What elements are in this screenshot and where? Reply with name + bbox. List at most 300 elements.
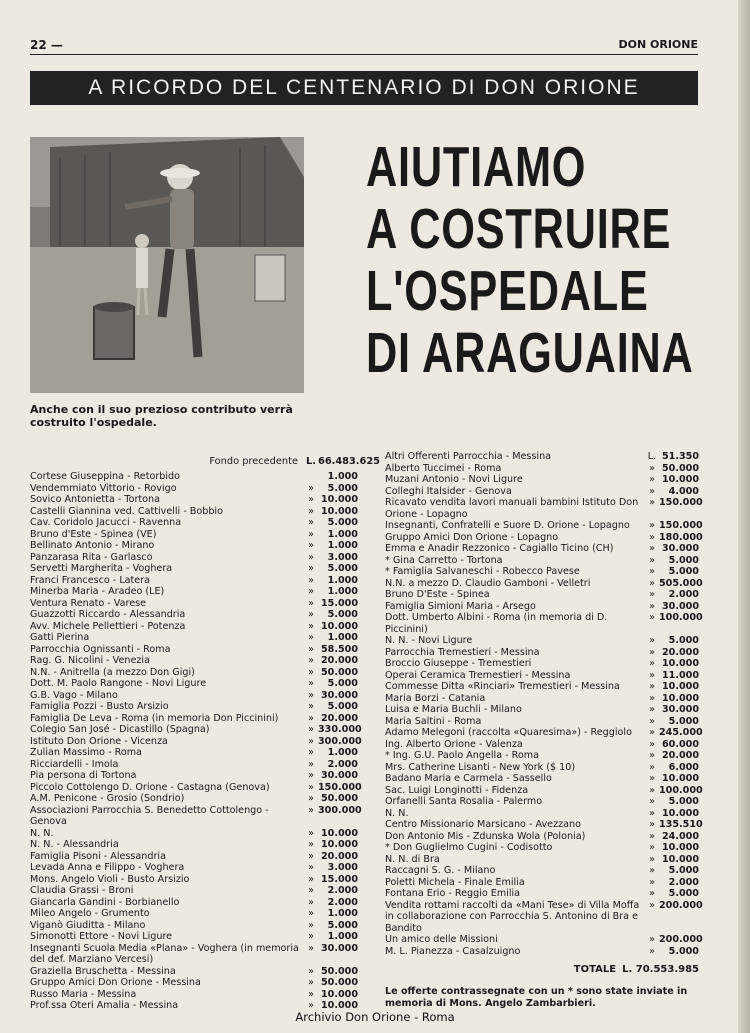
currency-mark: » [308, 632, 314, 643]
donation-row [30, 874, 358, 886]
donor-name: Gruppo Amici Don Orione - Messina [30, 977, 201, 988]
currency-mark: » [649, 658, 655, 669]
donation-row [385, 819, 703, 831]
donor-name: Parrocchia Tremestieri - Messina [385, 646, 540, 658]
donation-row [30, 828, 358, 840]
donor-name: Cortese Giuseppina - Retorbido [30, 471, 181, 482]
donation-amount: 50.000 [320, 793, 358, 804]
donation-amount: 4.000 [668, 485, 699, 497]
currency-mark: » [649, 646, 655, 658]
donation-amount: 10.000 [661, 807, 699, 819]
donation-row [385, 877, 699, 889]
donor-name: Maria Borzi - Catania [385, 692, 486, 704]
donation-amount: 1.000 [327, 528, 358, 540]
donation-amount: 50.000 [661, 462, 699, 474]
currency-mark: » [308, 942, 314, 954]
donation-row [385, 773, 699, 785]
donation-row [30, 793, 358, 805]
currency-mark: » [308, 885, 314, 896]
currency-mark: » [308, 482, 314, 494]
donation-amount: 245.000 [659, 727, 703, 738]
currency-mark: » [649, 784, 655, 796]
currency-mark: » [649, 738, 655, 750]
donor-name: Viganò Giuditta - Milano [30, 919, 146, 931]
donor-name: Mileo Angelo - Grumento [30, 908, 150, 919]
donation-amount: 10.000 [320, 620, 358, 632]
donor-name: Istituto Don Orione - Vicenza [30, 735, 168, 747]
currency-mark: L. [647, 451, 657, 462]
donation-row [30, 621, 358, 633]
donation-amount: 2.000 [327, 896, 358, 908]
donor-name: N.N. a mezzo D. Claudio Gamboni - Velletri [385, 577, 591, 589]
currency-mark: » [308, 862, 314, 873]
donation-amount: 1.000 [327, 574, 358, 586]
donation-row [385, 739, 699, 751]
currency-mark: » [649, 876, 655, 888]
donation-amount: 5.000 [327, 609, 358, 620]
headline-line-1: AIUTIAMO [366, 135, 587, 199]
donor-name: Gatti Pierina [30, 632, 90, 643]
donation-amount: 5.000 [668, 888, 699, 899]
donor-name: Broccio Giuseppe - Tremestieri [385, 658, 532, 669]
donor-name: Maria Saltini - Roma [385, 715, 482, 727]
donor-name: Bruno D'Este - Spinea [385, 589, 490, 600]
donation-amount: 10.000 [320, 827, 358, 839]
currency-mark: » [649, 842, 655, 853]
currency-mark: » [649, 819, 655, 830]
donation-row [30, 494, 358, 506]
donation-amount: 5.000 [668, 945, 699, 957]
currency-mark: » [649, 485, 655, 497]
donor-name: Giancarla Gandini - Borbianello [30, 896, 180, 908]
donation-row [385, 946, 699, 958]
total-label: TOTALE [573, 964, 617, 975]
donor-name: * Gina Carretto - Tortona [385, 554, 503, 566]
donation-amount: 3.000 [327, 862, 358, 873]
donor-name: Adamo Melegoni (raccolta «Quaresima») - Reggiolo [385, 727, 632, 738]
donation-amount: 20.000 [661, 646, 699, 658]
donation-amount: 11.000 [661, 669, 699, 681]
currency-mark: » [308, 712, 314, 724]
donation-amount: 10.000 [661, 692, 699, 704]
donation-row [30, 885, 358, 897]
donor-name: Insegnanti, Confratelli e Suore D. Orione - Lopagno [385, 520, 630, 531]
currency-mark: » [308, 747, 314, 758]
donation-row [385, 601, 699, 613]
currency-mark: » [649, 853, 655, 865]
donation-amount: 10.000 [661, 681, 699, 692]
donation-amount: 1.000 [327, 747, 358, 758]
donation-amount: 15.000 [320, 873, 358, 885]
currency-mark: » [308, 758, 314, 770]
donation-amount: 10.000 [661, 842, 699, 853]
donation-row [30, 667, 358, 679]
donation-row [385, 808, 699, 820]
donor-name: Luisa e Maria Buchli - Milano [385, 704, 522, 715]
donor-name: N. N. - Alessandria [30, 839, 119, 850]
donation-row [385, 531, 703, 544]
donor-name: N. N. [385, 807, 409, 819]
donation-row [30, 575, 358, 587]
donation-amount: 330.000 [318, 724, 362, 735]
donation-amount: 5.000 [327, 517, 358, 528]
donation-row [385, 934, 703, 946]
donation-row [30, 632, 358, 644]
donation-amount: 3.000 [327, 551, 358, 563]
donation-row [30, 770, 358, 782]
donation-row [30, 804, 362, 828]
donation-amount: 150.000 [659, 520, 703, 531]
donor-name: N. N. - Novi Ligure [385, 635, 473, 646]
donation-amount: 5.000 [327, 919, 358, 931]
currency-mark: » [308, 965, 314, 977]
donor-name: Dott. Umberto Albini - Roma (in memoria di D. Piccinini) [385, 612, 608, 635]
donation-amount: 150.000 [318, 781, 362, 793]
donor-name: Guazzotti Riccardo - Alessandria [30, 609, 186, 620]
donation-amount: 10.000 [320, 494, 358, 505]
currency-mark: » [308, 793, 314, 804]
donation-amount: 60.000 [661, 738, 699, 750]
donor-name: M. L. Pianezza - Casalzuigno [385, 945, 521, 957]
photo-illustration [30, 137, 304, 393]
donation-row [385, 520, 703, 532]
donor-name: Panzarasa Rita - Garlasco [30, 551, 153, 563]
donations-list-left [30, 455, 380, 1012]
donor-name: Vendita rottami raccolti da «Mani Tese» di Villa Moffa in collaborazione con Parrocchia S. Antonino di Bra e Bandito [385, 899, 640, 934]
donation-row [30, 759, 358, 771]
donation-amount: 10.000 [661, 658, 699, 669]
currency-mark: » [649, 761, 655, 773]
donation-row [30, 713, 358, 725]
donation-row [30, 989, 358, 1001]
donor-name: Ventura Renato - Varese [30, 597, 147, 609]
currency-mark: » [308, 494, 314, 505]
donation-amount: 180.000 [659, 531, 703, 543]
currency-mark: » [308, 919, 314, 931]
donation-row [30, 781, 362, 794]
donation-row [30, 931, 358, 943]
donor-name: Emma e Anadir Rezzonico - Cagiallo Ticino (CH) [385, 543, 614, 554]
donor-name: Bellinato Antonio - Mirano [30, 540, 155, 551]
running-header [30, 38, 698, 55]
donation-rows-left [30, 471, 362, 1012]
donation-row [385, 831, 699, 843]
donation-row [30, 586, 358, 598]
donor-name: Servetti Margherita - Voghera [30, 563, 173, 574]
currency-mark: » [308, 908, 314, 919]
currency-mark: » [308, 643, 314, 655]
donor-name: Don Antonio Mis - Zdunska Wola (Polonia) [385, 830, 586, 842]
donor-name: * Ing. G.U. Paolo Angella - Roma [385, 750, 539, 761]
currency-mark: » [308, 873, 314, 885]
currency-mark: » [308, 551, 314, 563]
donor-name: Pia persona di Tortona [30, 770, 137, 781]
donor-name: Minerba Maria - Aradeo (LE) [30, 586, 165, 597]
currency-mark: » [649, 830, 655, 842]
donation-row [385, 750, 699, 762]
donation-row [385, 716, 699, 728]
donor-name: Russo Maria - Messina [30, 988, 137, 1000]
donation-amount: 20.000 [320, 850, 358, 862]
headline-line-2: A COSTRUIRE [366, 197, 672, 261]
donor-name: Franci Francesco - Latera [30, 574, 151, 586]
donation-row [385, 635, 699, 647]
donation-row [30, 735, 362, 748]
donation-row [30, 897, 358, 909]
currency-mark: » [308, 666, 314, 678]
donor-name: Badano Maria e Carmela - Sassello [385, 773, 552, 784]
donation-row [385, 888, 699, 900]
currency-mark: » [308, 586, 314, 597]
donor-name: Gruppo Amici Don Orione - Lopagno [385, 531, 559, 543]
donor-name: Zulian Massimo - Roma [30, 747, 142, 758]
donation-amount: 1.000 [327, 471, 358, 482]
donation-amount: 20.000 [320, 712, 358, 724]
donation-amount: 2.000 [327, 885, 358, 896]
donation-amount: 5.000 [327, 563, 358, 574]
currency-mark: » [308, 517, 314, 528]
donation-row [385, 463, 699, 475]
donation-amount: 1.000 [327, 540, 358, 551]
donation-row [30, 966, 358, 978]
currency-mark: » [308, 540, 314, 551]
donation-row [30, 678, 358, 690]
currency-mark: » [649, 669, 655, 681]
currency-mark: » [649, 796, 655, 807]
donor-name: Prof.ssa Oteri Amalia - Messina [30, 1000, 179, 1011]
currency-mark: » [308, 896, 314, 908]
donor-name: G.B. Vago - Milano [30, 689, 118, 701]
currency-mark: » [649, 807, 655, 819]
currency-mark: » [649, 865, 655, 876]
currency-mark: » [649, 474, 655, 485]
donation-row [385, 762, 699, 774]
donation-row [385, 577, 703, 590]
hospital-construction-photo [30, 137, 304, 393]
donation-row [385, 681, 699, 693]
currency-mark: » [649, 543, 655, 554]
donation-amount: 2.000 [668, 589, 699, 600]
currency-mark: » [649, 773, 655, 784]
donor-name: Fontana Erio - Reggio Emilia [385, 888, 521, 899]
donation-row [385, 486, 699, 498]
currency-mark: » [308, 931, 314, 942]
donation-amount: 10.000 [661, 853, 699, 865]
donor-name: N.N. - Anitrella (a mezzo Don Gigi) [30, 666, 195, 678]
currency-mark: » [308, 597, 314, 609]
donation-row [385, 566, 699, 578]
donation-row [30, 943, 358, 966]
donation-amount: 20.000 [661, 750, 699, 761]
donor-name: Dott. M. Paolo Rangone - Novi Ligure [30, 678, 207, 689]
donation-amount: 200.000 [659, 934, 703, 945]
donation-amount: 5.000 [327, 701, 358, 712]
donations-list-right [385, 451, 703, 1009]
donor-name: Mons. Angelo Violi - Busto Arsizio [30, 873, 190, 885]
donation-row [30, 609, 358, 621]
donor-name: Commesse Ditta «Rinciari» Tremestieri - Messina [385, 681, 620, 692]
donation-amount: 30.000 [320, 942, 358, 954]
donation-row [30, 747, 358, 759]
donor-name: Ricavato vendita lavori manuali bambini Istituto Don Orione - Lopagno [385, 497, 639, 520]
currency-mark: » [308, 735, 314, 747]
currency-mark: » [649, 600, 655, 612]
currency-mark: » [649, 934, 655, 945]
donation-amount: 1.000 [327, 908, 358, 919]
previous-fund-currency: L. [306, 456, 316, 467]
donation-amount: 135.510 [659, 819, 703, 830]
currency-mark: » [308, 655, 314, 666]
donor-name: Centro Missionario Marsicano - Avezzano [385, 819, 581, 830]
donation-row [385, 796, 699, 808]
donation-row [385, 899, 703, 935]
donation-amount: 58.500 [320, 643, 358, 655]
donation-amount: 50.000 [320, 965, 358, 977]
currency-mark: » [308, 563, 314, 574]
centenary-banner: A RICORDO DEL CENTENARIO DI DON ORIONE [30, 71, 698, 105]
currency-mark: » [649, 520, 655, 531]
donation-row [30, 540, 358, 552]
donation-row [30, 701, 358, 713]
donation-amount: 10.000 [661, 474, 699, 485]
donor-name: Ing. Alberto Orione - Valenza [385, 738, 523, 750]
donation-row [30, 839, 358, 851]
donation-amount: 5.000 [668, 865, 699, 876]
donation-amount: 50.000 [320, 666, 358, 678]
currency-mark: » [649, 727, 655, 738]
donor-name: Avv. Michele Pellettieri - Potenza [30, 620, 186, 632]
donor-name: Mrs. Catherine Lisanti - New York ($ 10) [385, 761, 576, 773]
donation-amount: 300.000 [318, 804, 362, 816]
currency-mark: » [649, 462, 655, 474]
donation-amount: 5.000 [327, 678, 358, 689]
donation-row [385, 612, 703, 635]
donor-name: Raccagni S. G. - Milano [385, 865, 496, 876]
donation-amount: 2.000 [327, 758, 358, 770]
donor-name: Famiglia Pozzi - Busto Arsizio [30, 701, 169, 712]
donation-row [30, 908, 358, 920]
donation-amount: 30.000 [320, 770, 358, 781]
donation-row [385, 474, 699, 486]
currency-mark: » [308, 689, 314, 701]
donor-name: Poletti Michela - Finale Emilia [385, 876, 525, 888]
currency-mark: » [308, 839, 314, 850]
donation-amount: 24.000 [661, 830, 699, 842]
photo-caption: Anche con il suo prezioso contributo verrà costruito l'ospedale. [30, 403, 293, 429]
currency-mark: » [649, 750, 655, 761]
donation-amount: 30.000 [661, 600, 699, 612]
donor-name: Altri Offerenti Parrocchia - Messina [385, 451, 552, 462]
donation-row [30, 552, 358, 564]
donation-row [30, 644, 358, 656]
donor-name: Famiglia Pisoni - Alessandria [30, 850, 166, 862]
donation-amount: 50.000 [320, 977, 358, 988]
donor-name: A.M. Penicone - Grosio (Sondrio) [30, 793, 185, 804]
donor-name: Graziella Bruschetta - Messina [30, 965, 176, 977]
currency-mark: » [649, 704, 655, 715]
currency-mark: » [649, 577, 655, 589]
donation-amount: 100.000 [659, 784, 703, 796]
donor-name: Muzani Antonio - Novi Ligure [385, 474, 523, 485]
currency-mark: » [308, 770, 314, 781]
donor-name: Parrocchia Ognissanti - Roma [30, 643, 171, 655]
donor-name: Orfanelli Santa Rosalia - Palermo [385, 796, 543, 807]
currency-mark: » [308, 701, 314, 712]
donation-amount: 15.000 [320, 597, 358, 609]
currency-mark: » [308, 505, 314, 517]
donor-name: Operai Ceramica Tremestieri - Messina [385, 669, 571, 681]
donor-name: N. N. di Bra [385, 853, 440, 865]
currency-mark: » [308, 678, 314, 689]
donation-amount: 5.000 [668, 554, 699, 566]
donation-row [30, 483, 358, 495]
donation-row [385, 555, 699, 567]
donor-name: Piccolo Cottolengo D. Orione - Castagna (Genova) [30, 781, 270, 793]
donor-name: Colegio San José - Dicastillo (Spagna) [30, 724, 210, 735]
donation-amount: 200.000 [659, 899, 703, 911]
donation-amount: 30.000 [661, 704, 699, 715]
donation-row [385, 451, 699, 463]
donation-amount: 5.000 [327, 482, 358, 494]
donation-amount: 505.000 [659, 577, 703, 589]
currency-mark: » [649, 888, 655, 899]
donation-row [385, 693, 699, 705]
donation-rows-right [385, 451, 703, 957]
currency-mark: » [308, 977, 314, 988]
page-binding-edge [738, 0, 750, 1033]
currency-mark: » [649, 531, 655, 543]
donor-name: * Don Guglielmo Cugini - Codisotto [385, 842, 553, 853]
donation-row [30, 724, 362, 736]
donation-amount: 10.000 [661, 773, 699, 784]
currency-mark: » [308, 804, 314, 816]
currency-mark: » [649, 692, 655, 704]
donor-name: Bruno d'Este - Spinea (VE) [30, 528, 157, 540]
previous-fund-row [30, 455, 380, 469]
donor-name: Castelli Giannina ved. Cattivelli - Bobbio [30, 505, 223, 517]
donation-amount: 5.000 [668, 715, 699, 727]
currency-mark: » [649, 566, 655, 577]
donation-amount: 1.000 [327, 632, 358, 643]
donation-row [385, 854, 699, 866]
donation-row [385, 727, 703, 739]
donation-row [385, 647, 699, 659]
donation-amount: 5.000 [668, 566, 699, 577]
donation-amount: 10.000 [320, 839, 358, 850]
currency-mark: » [649, 497, 655, 508]
total-row [385, 963, 699, 976]
currency-mark: » [649, 612, 655, 623]
donor-name: N. N. [30, 827, 54, 839]
previous-fund-label: Fondo precedente [209, 456, 298, 467]
donation-amount: 300.000 [318, 735, 362, 747]
donor-name: Un amico delle Missioni [385, 934, 498, 945]
donation-row [385, 784, 703, 797]
donation-row [30, 598, 358, 610]
memorial-note: Le offerte contrassegnate con un * sono state inviate in memoria di Mons. Angelo Zambarbieri. [385, 986, 688, 1009]
donor-name: Rag. G. Nicolini - Venezia [30, 655, 150, 666]
donation-amount: 10.000 [320, 1000, 358, 1011]
donation-amount: 10.000 [320, 505, 358, 517]
donor-name: * Famiglia Salvaneschi - Robecco Pavese [385, 566, 580, 577]
donor-name: Sac. Luigi Longinotti - Fidenza [385, 784, 529, 796]
donor-name: Simonotti Ettore - Novi Ligure [30, 931, 173, 942]
donation-row [385, 658, 699, 670]
donor-name: Levada Anna e Filippo - Voghera [30, 862, 185, 873]
total-amount: L. 70.553.985 [622, 964, 699, 975]
donor-name: Ricciardelli - Imola [30, 758, 119, 770]
donation-row [30, 517, 358, 529]
